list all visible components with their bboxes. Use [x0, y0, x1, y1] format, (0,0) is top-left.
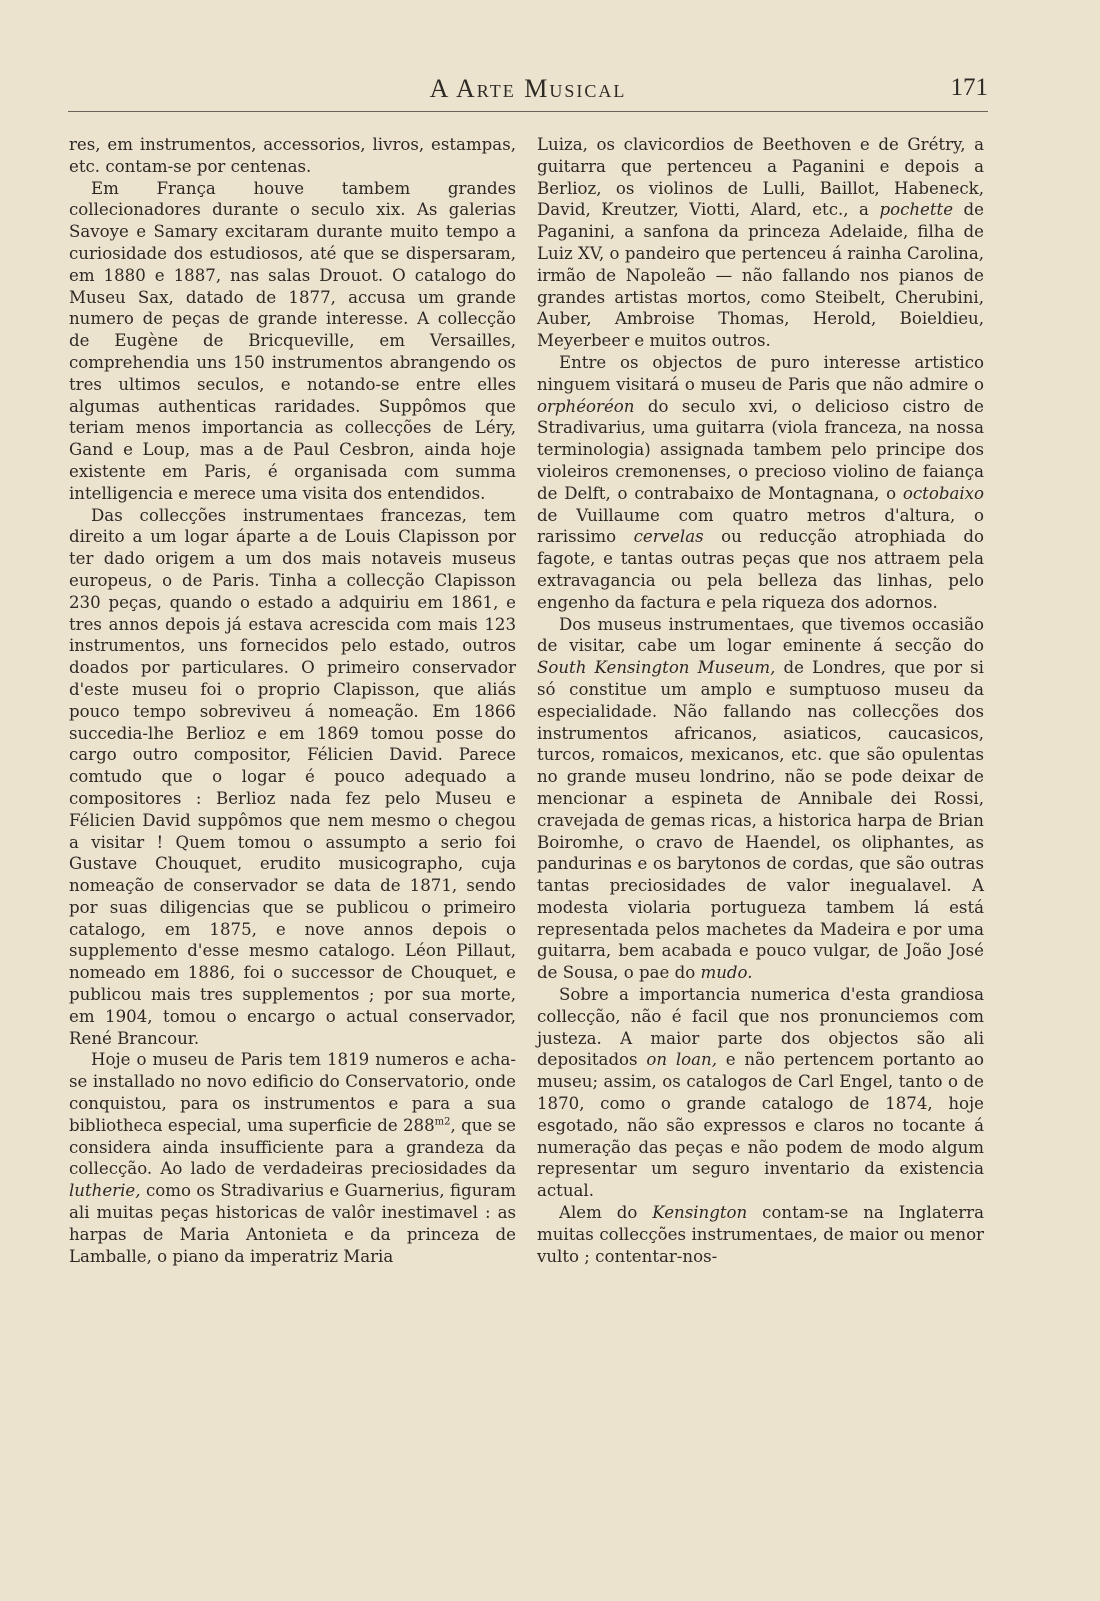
text-run: Dos museus instrumentaes, que tivemos occasião de visitar, cabe um logar eminente á secção do: [537, 614, 984, 656]
paragraph: [537, 984, 984, 1202]
text-run: como os Stradivarius e Guarnerius, figuram ali muitas peças historicas de valôr inestimavel : as harpas de Maria Antonieta e da princeza de Lamballe, o piano da imperatriz Maria: [69, 1181, 516, 1266]
italic-term: South Kensington Museum,: [537, 658, 776, 678]
header-rule: [68, 111, 988, 112]
text-run: de Vuillaume com quatro metros d'altura, o rarissimo: [537, 505, 984, 547]
italic-term: cervelas: [633, 527, 704, 547]
text-run: Sobre a importancia numerica d'esta grandiosa collecção, não é facil que nos pronunciemos com justeza. A maior parte dos objectos são ali depositados: [537, 985, 984, 1070]
paragraph: res, em instrumentos, accessorios, livros, estampas, etc. contam-se por centenas.: [69, 135, 516, 176]
italic-term: lutherie,: [69, 1181, 141, 1201]
text-run: Luiza, os clavicordios de Beethoven e de Grétry, a guitarra que pertenceu a Paganini e depois a Berlioz, os violinos de Lulli, Baillot, Habeneck, David, Kreutzer, Viotti, Alard, etc., a: [537, 135, 984, 220]
text-run: do seculo xvi, o delicioso cistro de Stradivarius, uma guitarra (viola franceza, na nossa terminologia) assignada tambem pelo principe dos violeiros cremonenses, o precioso violino de faiança de Delft, o contrabaixo de Montagnana, o: [537, 396, 984, 503]
text-run: Entre os objectos de puro interesse artistico ninguem visitará o museu de Paris que não admire o: [537, 352, 984, 394]
paragraph: Das collecções instrumentaes francezas, tem direito a um logar áparte a de Louis Clapisson por ter dado origem a um dos mais notaveis museus europeus, o de Paris. Tinha a collecção Clapisson 230 peças, quando o estado a adquiriu em 1861, e tres annos depois já estava acrescida com mais 123 instrumentos, uns fornecidos pelo estado, outros doados por particulares. O primeiro conservador d'este museu foi o proprio Clapisson, que aliás pouco tempo sobreviveu á nomeação. Em 1866 succedia-lhe Berlioz e em 1869 tomou posse do cargo outro compositor, Félicien David. Parece comtudo que o logar é pouco adequado a compositores : Berlioz nada fez pelo Museu e Félicien David suppômos que nem mesmo o chegou a visitar ! Quem tomou o assumpto a serio foi Gustave Chouquet, erudito musicographo, cuja nomeação de conservador se data de 1871, sendo por suas diligencias que se publicou o primeiro catalogo, em 1875, e nove annos depois o supplemento d'esse mesmo catalogo. Léon Pillaut, nomeado em 1886, foi o successor de Chouquet, e publicou mais tres supplementos ; por sua morte, em 1904, tomou o encargo o actual conservador, René Brancour.: [69, 505, 516, 1048]
text-run: de Paganini, a sanfona da princeza Adelaide, filha de Luiz XV, o pandeiro que pertenceu á rainha Carolina, irmão de Napoleão — não fallando nos pianos de grandes artistas mortos, como Steibelt, Cherubini, Auber, Ambroise Thomas, Herold, Boieldieu, Meyerbeer e muitos outros.: [537, 200, 984, 351]
text-run: Alem do: [559, 1203, 653, 1223]
italic-term: orphéoréon: [537, 396, 635, 416]
paragraph: [537, 1202, 984, 1267]
text-run: contam-se na Inglaterra muitas collecções instrumentaes, de maior ou menor vulto ; contentar-nos-: [537, 1203, 984, 1266]
page-number: 171: [950, 74, 988, 101]
text-run: , que se considera ainda insufficiente para a grandeza da collecção. Ao lado de verdadeiras preciosidades da: [69, 1115, 516, 1179]
italic-term: pochette: [879, 200, 954, 220]
text-run: Hoje o museu de Paris tem 1819 numeros e acha-se installado no novo edificio do Conservatorio, onde conquistou, para os instrumentos e para a sua bibliotheca especial, uma superficie de 288: [69, 1050, 516, 1135]
page-header: [68, 68, 988, 108]
text-run: e não pertencem portanto ao museu; assim, os catalogos de Carl Engel, tanto o de 1870, como o grande catalogo de 1874, hoje esgotado, não são expressos e claros no tocante á numeração das peças e não podem de modo algum representar um seguro inventario da existencia actual.: [537, 1050, 985, 1201]
italic-term: on loan,: [646, 1050, 717, 1070]
paragraph: [69, 1049, 516, 1267]
superscript: m2: [434, 1116, 451, 1128]
running-title: A Arte Musical: [429, 74, 627, 103]
paragraph: [537, 134, 984, 352]
paragraph: [537, 614, 984, 985]
right-column: [537, 134, 984, 1267]
italic-term: octobaixo: [902, 483, 984, 503]
italic-term: mudo.: [700, 963, 753, 983]
italic-term: Kensington: [652, 1203, 748, 1223]
text-run: ou reducção atrophiada do fagote, e tantas outras peças que nos attraem pela extravagancia ou pela belleza das linhas, pelo engenho da factura e pela riqueza dos adornos.: [537, 527, 984, 612]
paragraph: [537, 352, 984, 614]
text-run: de Londres, que por si só constitue um amplo e sumptuoso museu da especialidade. Não fallando nas collecções dos instrumentos africanos, asiaticos, caucasicos, turcos, romaicos, mexicanos, etc. que são opulentas no grande museu londrino, não se pode deixar de mencionar a espineta de Annibale dei Rossi, cravejada de gemas ricas, a historica harpa de Brian Boiromhe, o cravo de Haendel, os oliphantes, as pandurinas e os barytonos de cordas, que são outras tantas preciosidades de valor inegualavel. A modesta violaria portugueza tambem lá está representada pelos machetes da Madeira e por uma guitarra, bem acabada e pouco vulgar, de João José de Sousa, o pae do: [537, 658, 984, 983]
paragraph: Em França houve tambem grandes collecionadores durante o seculo xix. As galerias Savoye e Samary excitaram durante muito tempo a curiosidade dos estudiosos, até que se dispersaram, em 1880 e 1887, nas salas Drouot. O catalogo do Museu Sax, datado de 1877, accusa um grande numero de peças de grande interesse. A collecção de Eugène de Bricqueville, em Versailles, comprehendia uns 150 instrumentos abrangendo os tres ultimos seculos, e notando-se entre elles algumas authenticas raridades. Suppômos que teriam menos importancia as collecções de Léry, Gand e Loup, mas a de Paul Cesbron, ainda hoje existente em Paris, é organisada com summa intelligencia e merece uma visita dos entendidos.: [69, 178, 516, 503]
left-column: [69, 134, 516, 1267]
